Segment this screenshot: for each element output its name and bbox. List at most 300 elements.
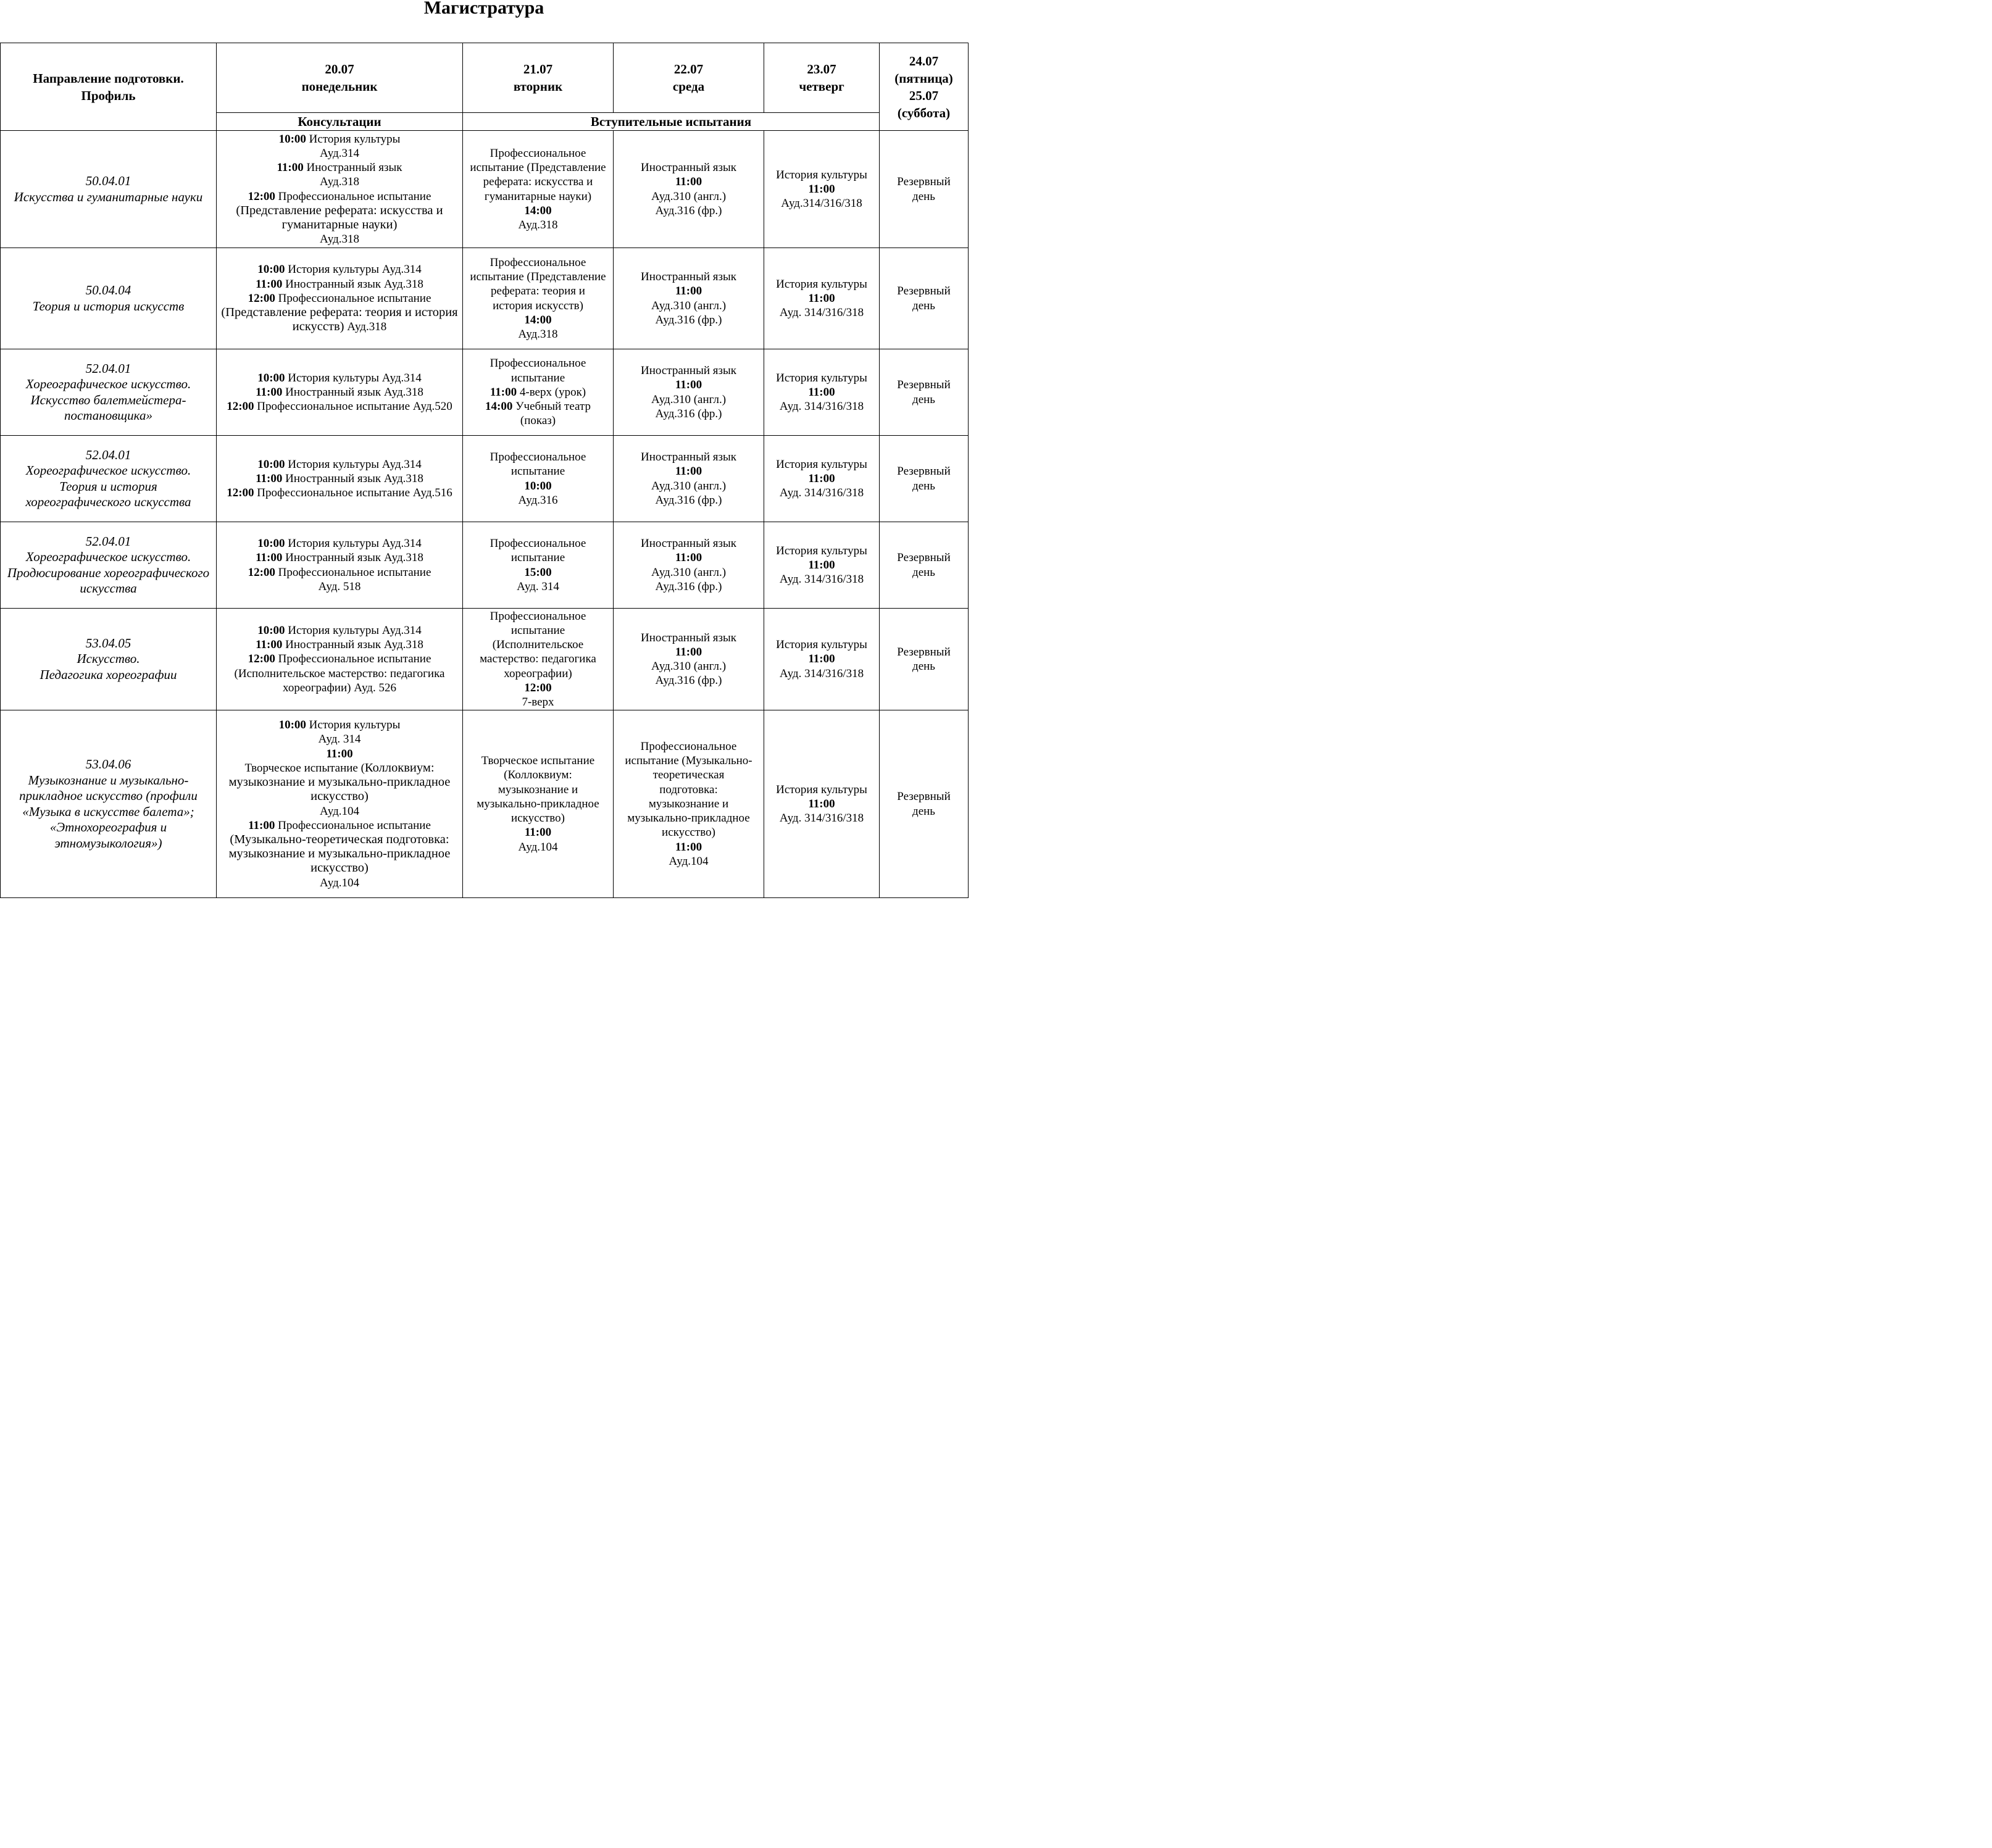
thursday-exam-cell	[764, 248, 880, 349]
cell-line	[463, 356, 613, 370]
cell-text: История культуры Ауд.314	[285, 623, 422, 637]
cell-line	[217, 804, 462, 818]
cell-text: История культуры	[776, 371, 867, 385]
schedule-row	[1, 436, 969, 522]
time-label: 12:00	[248, 189, 275, 203]
cell-text: Профессиональное	[490, 256, 586, 269]
program-name-line: Музыкознание и музыкально-	[28, 772, 189, 788]
cell-line	[463, 450, 613, 464]
cell-text: История культуры Ауд.314	[285, 371, 422, 385]
consultations-header: Консультации	[217, 113, 463, 131]
cell-line	[614, 551, 764, 565]
cell-line	[463, 414, 613, 428]
cell-line	[764, 457, 879, 472]
cell-text: 4-верх (урок)	[517, 385, 586, 399]
cell-line	[463, 385, 613, 399]
reserve-day-cell	[880, 436, 969, 522]
cell-line	[764, 277, 879, 291]
cell-line	[463, 825, 613, 839]
direction-header-line: Профиль	[81, 88, 136, 103]
reserve-day-cell	[880, 522, 969, 609]
cell-line	[614, 493, 764, 507]
time-label: 11:00	[256, 472, 283, 485]
cell-line	[217, 667, 462, 681]
reserve-text: день	[912, 479, 935, 493]
cell-line	[614, 631, 764, 645]
reserve-text: Резервный	[897, 175, 951, 189]
cell-text: испытание	[511, 465, 565, 478]
cell-line	[463, 493, 613, 507]
tuesday-exam-cell	[463, 436, 614, 522]
thursday-exam-cell	[764, 609, 880, 710]
cell-line	[614, 364, 764, 378]
cell-line	[614, 580, 764, 594]
cell-line	[463, 667, 613, 681]
day-header-thursday	[764, 43, 880, 113]
cell-line	[217, 861, 462, 875]
cell-text: Ауд.318	[344, 320, 387, 334]
cell-line	[614, 673, 764, 688]
cell-text: гуманитарные науки)	[484, 189, 592, 203]
cell-text: Ауд. 314/316/318	[779, 812, 864, 825]
cell-text: Коллоквиум:	[364, 760, 435, 775]
cell-line	[463, 536, 613, 551]
time-label: 11:00	[256, 277, 283, 291]
reserve-text: Резервный	[897, 790, 951, 804]
cell-text: Иностранный язык Ауд.318	[282, 472, 423, 485]
program-code: 52.04.01	[85, 533, 131, 549]
time-label: 10:00	[257, 457, 285, 471]
cell-text: История культуры	[776, 783, 867, 796]
cell-line	[217, 536, 462, 551]
cell-text: музыкознание и	[498, 783, 578, 796]
cell-text: Ауд. 314	[318, 733, 361, 746]
cell-text: Ауд.318	[518, 327, 558, 341]
cell-text: История культуры	[776, 544, 867, 557]
cell-line	[614, 407, 764, 421]
cell-text: Ауд.310 (англ.)	[651, 299, 727, 312]
cell-text: Иностранный язык Ауд.318	[282, 277, 423, 291]
cell-line	[217, 761, 462, 775]
time-label: 15:00	[524, 565, 552, 579]
consultation-cell	[217, 436, 463, 522]
cell-line	[463, 768, 613, 782]
program-name-line: постановщика»	[64, 408, 152, 423]
cell-text: (Представление реферата: искусства и	[236, 203, 443, 217]
cell-line	[463, 284, 613, 298]
cell-text: Профессиональное	[490, 146, 586, 160]
cell-text: 7-верх	[522, 696, 554, 709]
cell-text: Иностранный язык Ауд.318	[282, 551, 423, 565]
cell-text: Ауд.318	[320, 175, 359, 189]
time-label: 10:00	[257, 537, 285, 551]
wednesday-exam-cell	[614, 609, 764, 710]
cell-line	[217, 789, 462, 804]
cell-line	[614, 854, 764, 868]
cell-text: реферата: теория и	[491, 285, 585, 298]
cell-text: Профессиональное	[490, 537, 586, 551]
cell-line	[764, 558, 879, 572]
cell-line	[463, 565, 613, 580]
cell-line	[764, 472, 879, 486]
day-weekday: вторник	[513, 79, 563, 94]
time-label: 11:00	[808, 472, 835, 485]
cell-line	[463, 146, 613, 160]
cell-text: искусство)	[511, 812, 565, 825]
cell-line	[614, 378, 764, 392]
program-code: 52.04.01	[85, 447, 131, 462]
time-label: 11:00	[326, 747, 353, 760]
cell-line	[614, 189, 764, 204]
cell-line	[764, 783, 879, 797]
cell-line	[614, 160, 764, 175]
time-label: 11:00	[675, 645, 702, 659]
cell-line	[463, 175, 613, 189]
cell-line	[217, 320, 462, 334]
cell-line	[217, 580, 462, 594]
time-label: 14:00	[485, 400, 513, 414]
cell-line	[764, 182, 879, 196]
cell-line	[463, 840, 613, 854]
cell-line	[463, 204, 613, 218]
cell-line	[463, 299, 613, 313]
program-code: 50.04.01	[85, 173, 131, 188]
cell-text: музыкально-прикладное	[627, 812, 750, 825]
day-weekday: четверг	[799, 79, 844, 94]
consultation-cell	[217, 522, 463, 609]
day-weekday: понедельник	[301, 79, 378, 94]
cell-text: Ауд.310 (англ.)	[651, 393, 727, 406]
tuesday-exam-cell	[463, 522, 614, 609]
cell-text: история искусств)	[493, 299, 583, 312]
cell-text: Ауд. 314/316/318	[779, 306, 864, 320]
program-code: 53.04.05	[85, 635, 131, 651]
program-cell	[1, 349, 217, 436]
cell-line	[217, 277, 462, 291]
cell-text: Ауд.310 (англ.)	[651, 565, 727, 579]
cell-line	[217, 146, 462, 160]
wednesday-exam-cell	[614, 248, 764, 349]
schedule-row	[1, 609, 969, 710]
cell-line	[463, 681, 613, 695]
cell-text: реферата: искусства и	[483, 175, 593, 189]
cell-text: Ауд.104	[320, 876, 359, 889]
time-label: 10:00	[257, 623, 285, 637]
reserve-day-header-line: 25.07	[909, 88, 939, 103]
cell-text: Творческое испытание (	[244, 761, 365, 775]
reserve-day-header-line: 24.07	[909, 53, 939, 69]
cell-text: История культуры Ауд.314	[285, 457, 422, 471]
time-label: 14:00	[524, 313, 552, 327]
time-label: 12:00	[248, 565, 275, 579]
cell-text: Ауд.310 (англ.)	[651, 660, 727, 673]
cell-line	[764, 371, 879, 385]
thursday-exam-cell	[764, 710, 880, 898]
time-label: 11:00	[808, 797, 835, 810]
schedule-row	[1, 248, 969, 349]
cell-line	[463, 695, 613, 709]
program-name-line: Хореографическое искусство.	[25, 377, 191, 391]
time-label: 11:00	[675, 175, 702, 189]
cell-text: Ауд.310 (англ.)	[651, 189, 727, 203]
cell-text: Профессиональное	[640, 740, 737, 754]
time-label: 10:00	[257, 371, 285, 385]
cell-line	[217, 847, 462, 861]
cell-line	[217, 732, 462, 746]
cell-line	[217, 818, 462, 833]
cell-text: Ауд. 314/316/318	[779, 573, 864, 586]
cell-text: Профессиональное испытание Ауд.516	[254, 486, 452, 500]
consultation-cell	[217, 131, 463, 248]
consultation-cell	[217, 349, 463, 436]
cell-text: Иностранный язык	[640, 364, 737, 378]
cell-line	[463, 811, 613, 825]
cell-text: (показ)	[520, 414, 556, 428]
cell-line	[614, 450, 764, 464]
day-date: 22.07	[673, 62, 704, 77]
time-label: 11:00	[808, 385, 835, 399]
cell-line	[764, 196, 879, 210]
cell-text: Профессиональное	[490, 451, 586, 464]
reserve-text: день	[912, 393, 935, 406]
cell-line	[614, 659, 764, 673]
cell-line	[764, 572, 879, 586]
schedule-row	[1, 710, 969, 898]
program-cell	[1, 710, 217, 898]
cell-line	[614, 175, 764, 189]
cell-text: Иностранный язык	[640, 631, 737, 644]
time-label: 12:00	[248, 652, 275, 666]
program-name-line: Хореографическое искусство.	[25, 549, 191, 564]
program-name-line: Педагогика хореографии	[40, 667, 177, 682]
cell-text: Профессиональное испытание Ауд.520	[254, 400, 452, 414]
cell-line	[463, 783, 613, 797]
cell-text: Ауд.316 (фр.)	[655, 407, 722, 420]
cell-text: Ауд.316	[518, 493, 558, 507]
tuesday-exam-cell	[463, 609, 614, 710]
reserve-day-header-line: (суббота)	[897, 105, 951, 120]
cell-line	[217, 652, 462, 666]
cell-text: История культуры Ауд.314	[285, 263, 422, 277]
time-label: 12:00	[227, 486, 254, 500]
program-name-line: Искусство балетмейстера-	[30, 392, 186, 407]
cell-line	[217, 132, 462, 146]
cell-line	[764, 385, 879, 399]
cell-line	[614, 204, 764, 218]
cell-line	[217, 189, 462, 204]
cell-line	[764, 797, 879, 811]
reserve-day-cell	[880, 609, 969, 710]
cell-line	[614, 840, 764, 854]
cell-line	[614, 270, 764, 284]
cell-line	[764, 486, 879, 500]
cell-text: Ауд.314/316/318	[781, 197, 862, 210]
reserve-text: день	[912, 565, 935, 579]
program-cell	[1, 248, 217, 349]
time-label: 11:00	[256, 385, 283, 399]
time-label: 10:00	[257, 263, 285, 277]
cell-text: История культуры	[776, 168, 867, 181]
schedule-row	[1, 131, 969, 248]
cell-line	[614, 479, 764, 493]
header-row	[1, 43, 969, 113]
cell-text: Иностранный язык	[640, 537, 737, 551]
cell-line	[463, 580, 613, 594]
cell-text: Профессиональное испытание	[275, 818, 431, 832]
cell-line	[463, 270, 613, 284]
cell-text: (Коллоквиум:	[504, 768, 572, 782]
cell-line	[463, 797, 613, 811]
exam-schedule-table	[0, 43, 969, 898]
tuesday-exam-cell	[463, 248, 614, 349]
entrance-exams-header: Вступительные испытания	[463, 113, 880, 131]
cell-line	[764, 652, 879, 666]
cell-line	[463, 327, 613, 341]
time-label: 11:00	[248, 818, 275, 832]
program-name-line: Продюсирование хореографического	[7, 565, 210, 580]
day-date: 20.07	[325, 62, 354, 77]
cell-line	[217, 262, 462, 277]
thursday-exam-cell	[764, 522, 880, 609]
cell-text: Творческое испытание	[481, 754, 595, 768]
day-date: 23.07	[807, 62, 836, 77]
time-label: 11:00	[675, 840, 702, 854]
cell-text: испытание (	[625, 754, 686, 768]
time-label: 14:00	[524, 204, 552, 217]
consultation-cell	[217, 248, 463, 349]
cell-line	[463, 399, 613, 414]
reserve-text: Резервный	[897, 551, 951, 565]
cell-text: Профессиональное	[490, 609, 586, 623]
cell-text: Ауд.318	[320, 233, 359, 246]
cell-line	[463, 652, 613, 666]
time-label: 11:00	[808, 182, 835, 196]
day-header-wednesday	[614, 43, 764, 113]
direction-header-line: Направление подготовки.	[33, 70, 184, 86]
schedule-row	[1, 349, 969, 436]
cell-line	[217, 638, 462, 652]
time-label: 12:00	[248, 291, 275, 305]
time-label: 10:00	[524, 479, 552, 493]
cell-line	[217, 681, 462, 695]
cell-line	[614, 783, 764, 797]
cell-text: История культуры	[776, 638, 867, 652]
cell-line	[463, 189, 613, 204]
cell-line	[614, 565, 764, 580]
cell-text: Ауд.104	[320, 804, 359, 818]
cell-text: гуманитарные науки)	[281, 217, 398, 231]
cell-line	[217, 833, 462, 847]
cell-line	[463, 160, 613, 175]
cell-text: Музыкально-	[685, 754, 752, 768]
program-code: 50.04.04	[85, 283, 131, 298]
cell-line	[217, 623, 462, 638]
cell-line	[463, 754, 613, 768]
cell-line	[217, 371, 462, 385]
time-label: 11:00	[675, 378, 702, 392]
time-label: 11:00	[490, 385, 517, 399]
reserve-day-header-line: (пятница)	[894, 70, 953, 86]
cell-text: мастерство: педагогика	[480, 652, 596, 666]
wednesday-exam-cell	[614, 522, 764, 609]
program-cell	[1, 609, 217, 710]
cell-line	[614, 797, 764, 811]
wednesday-exam-cell	[614, 349, 764, 436]
time-label: 11:00	[675, 465, 702, 478]
cell-line	[463, 313, 613, 327]
cell-line	[463, 609, 613, 623]
time-label: 11:00	[808, 558, 835, 572]
cell-text: теоретическая	[652, 768, 725, 782]
cell-text: Ауд.316 (фр.)	[655, 204, 722, 217]
program-code: 52.04.01	[85, 360, 131, 376]
cell-text: испытание	[511, 623, 565, 637]
cell-line	[764, 667, 879, 681]
cell-text: искусство)	[310, 789, 369, 804]
reserve-text: Резервный	[897, 378, 951, 392]
cell-text: Ауд.316 (фр.)	[655, 580, 722, 593]
day-weekday: среда	[672, 79, 705, 94]
cell-text: Иностранный язык	[640, 451, 737, 464]
cell-line	[614, 313, 764, 327]
time-label: 11:00	[808, 291, 835, 305]
cell-line	[614, 645, 764, 659]
time-label: 11:00	[675, 551, 702, 565]
cell-line	[463, 256, 613, 270]
cell-text: музыкально-прикладное	[477, 797, 599, 810]
cell-text: искусств)	[292, 320, 344, 334]
cell-line	[614, 299, 764, 313]
cell-line	[614, 754, 764, 768]
cell-text: История культуры Ауд.314	[285, 537, 422, 551]
program-name-line: «Этнохореография и	[49, 820, 167, 835]
consultation-cell	[217, 710, 463, 898]
cell-line	[217, 775, 462, 789]
cell-line	[614, 811, 764, 825]
wednesday-exam-cell	[614, 131, 764, 248]
cell-text: История культуры	[306, 132, 401, 146]
program-cell	[1, 131, 217, 248]
cell-text: испытание	[511, 551, 565, 565]
day-header-tuesday	[463, 43, 614, 113]
cell-line	[217, 175, 462, 189]
cell-line	[614, 739, 764, 754]
reserve-text: Резервный	[897, 645, 951, 659]
cell-line	[217, 232, 462, 246]
time-label: 10:00	[278, 132, 306, 146]
cell-text: Ауд.316 (фр.)	[655, 493, 722, 507]
cell-text: Ауд.316 (фр.)	[655, 313, 722, 327]
cell-line	[217, 457, 462, 472]
program-name-line: «Музыка в искусстве балета»;	[22, 804, 194, 819]
cell-line	[217, 204, 462, 218]
cell-text: испытание	[511, 371, 565, 385]
cell-text: (Представление реферата: теория и история	[221, 306, 458, 320]
cell-text: История культуры	[306, 718, 401, 732]
program-name-line: Искусство.	[77, 651, 140, 667]
cell-line	[463, 464, 613, 478]
cell-line	[614, 536, 764, 551]
wednesday-exam-cell	[614, 710, 764, 898]
program-code: 53.04.06	[85, 757, 131, 772]
cell-line	[217, 291, 462, 306]
cell-text: Ауд. 518	[318, 580, 361, 593]
reserve-text: день	[912, 804, 935, 818]
cell-text: Ауд. 314	[517, 580, 559, 593]
program-cell	[1, 436, 217, 522]
cell-line	[217, 306, 462, 320]
cell-text: испытание (Представление	[470, 270, 606, 284]
